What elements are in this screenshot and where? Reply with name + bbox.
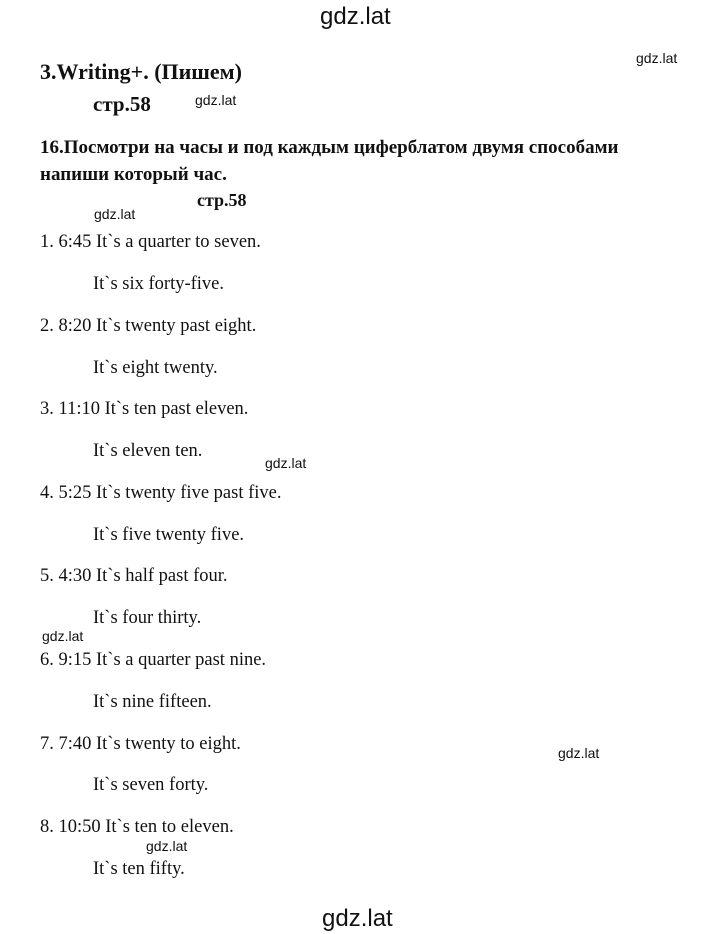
watermark-top: gdz.lat <box>320 3 391 30</box>
answer-1-first: 1. 6:45 It`s a quarter to seven. <box>40 232 261 252</box>
watermark-top-right: gdz.lat <box>636 50 678 66</box>
answer-2-second: It`s eight twenty. <box>93 358 218 378</box>
task-instruction: 16.Посмотри на часы и под каждым циферблатом двумя способами напиши который час. <box>40 137 619 185</box>
answer-4-second: It`s five twenty five. <box>93 525 245 545</box>
watermark-header: gdz.lat <box>195 92 237 108</box>
answer-5-first: 5. 4:30 It`s half past four. <box>40 566 228 586</box>
answer-2-first: 2. 8:20 It`s twenty past eight. <box>40 316 257 336</box>
section-title: 3.Writing+. (Пишем) <box>40 59 242 84</box>
watermark-middle: gdz.lat <box>265 455 307 471</box>
answer-7-first: 7. 7:40 It`s twenty to eight. <box>40 734 241 754</box>
task-page-reference: стр.58 <box>197 190 247 210</box>
watermark-left-2: gdz.lat <box>42 628 84 644</box>
answer-7-second: It`s seven forty. <box>93 775 209 795</box>
answer-8-first: 8. 10:50 It`s ten to eleven. <box>40 817 234 837</box>
answer-3-first: 3. 11:10 It`s ten past eleven. <box>40 399 249 419</box>
watermark-bottom-small: gdz.lat <box>146 838 188 854</box>
answer-4-first: 4. 5:25 It`s twenty five past five. <box>40 483 282 503</box>
answer-6-first: 6. 9:15 It`s a quarter past nine. <box>40 650 267 670</box>
answer-5-second: It`s four thirty. <box>93 608 202 628</box>
watermark-right: gdz.lat <box>558 745 600 761</box>
answer-1-second: It`s six forty-five. <box>93 274 225 294</box>
watermark-bottom: gdz.lat <box>322 905 393 932</box>
answer-3-second: It`s eleven ten. <box>93 441 203 461</box>
answer-6-second: It`s nine fifteen. <box>93 692 212 712</box>
answer-8-second: It`s ten fifty. <box>93 859 185 879</box>
page-reference: стр.58 <box>93 92 151 116</box>
watermark-left-1: gdz.lat <box>94 206 136 222</box>
